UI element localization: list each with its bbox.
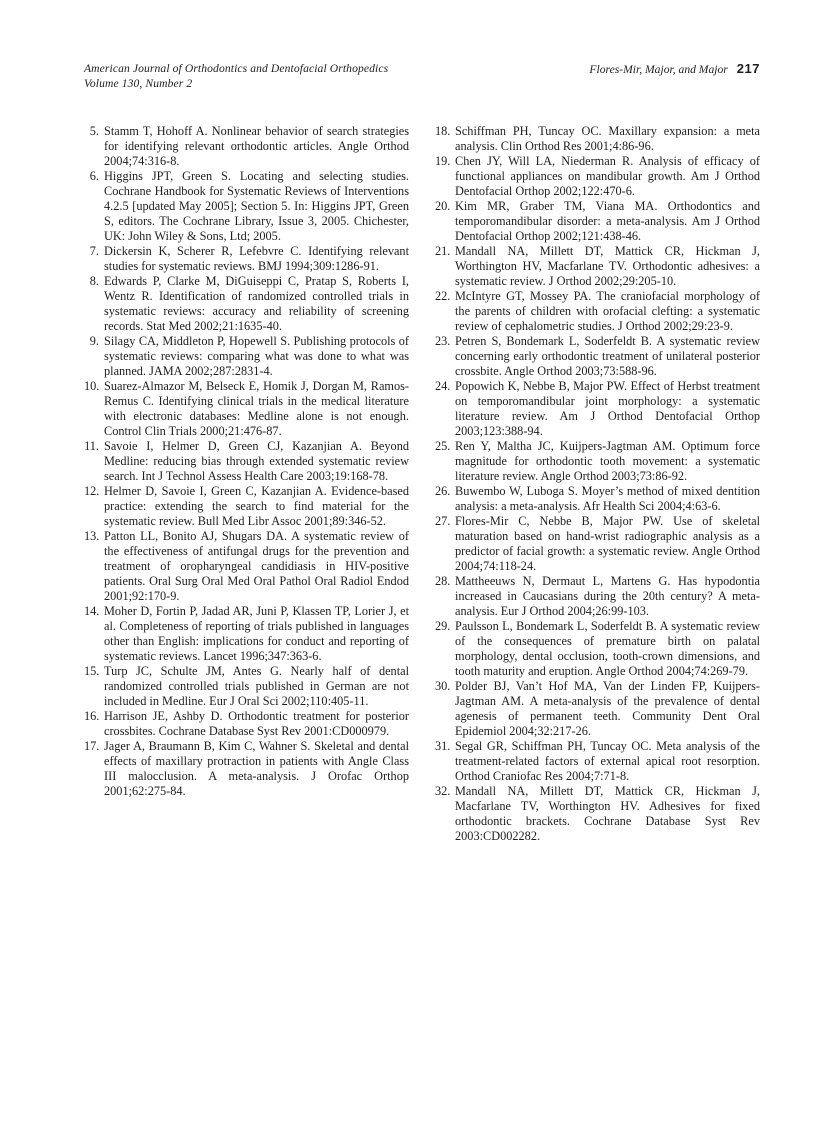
reference-item [84,709,409,739]
reference-number: 21. [435,244,451,258]
references-right-column [435,124,760,844]
reference-item [435,574,760,619]
reference-number: 16. [84,709,100,723]
reference-item [84,334,409,379]
reference-text: Popowich K, Nebbe B, Major PW. Effect of Herbst treatment on temporomandibular joint morphology: a systematic literature review. Am J Orthod Dentofacial Orthop 2003;123:388-94. [455,379,760,438]
reference-number: 20. [435,199,451,213]
reference-number: 23. [435,334,451,348]
reference-number: 32. [435,784,451,798]
reference-item [435,739,760,784]
reference-number: 31. [435,739,451,753]
reference-text: Mandall NA, Millett DT, Mattick CR, Hickman J, Macfarlane TV, Worthington HV. Adhesives for fixed orthodontic brackets. Cochrane Database Syst Rev 2003:CD002282. [455,784,760,843]
reference-number: 29. [435,619,451,633]
running-head [589,62,760,78]
reference-item [435,334,760,379]
references-left-column [84,124,409,844]
reference-number: 30. [435,679,451,693]
reference-number: 24. [435,379,451,393]
page-header [84,62,760,92]
reference-number: 6. [89,169,99,183]
reference-item [435,484,760,514]
reference-item [435,289,760,334]
references-section [84,124,760,844]
reference-number: 13. [84,529,100,543]
reference-text: Petren S, Bondemark L, Soderfeldt B. A systematic review concerning early orthodontic treatment of unilateral posterior crossbite. Angle Orthod 2003;73:588-96. [455,334,760,378]
volume-info: Volume 130, Number 2 [84,76,193,90]
reference-item [435,619,760,679]
page-number: 217 [736,61,760,76]
reference-text: Segal GR, Schiffman PH, Tuncay OC. Meta analysis of the treatment-related factors of external apical root resorption. Orthod Craniofac Res 2004;7:71-8. [455,739,760,783]
reference-number: 17. [84,739,100,753]
reference-number: 22. [435,289,451,303]
reference-text: Schiffman PH, Tuncay OC. Maxillary expansion: a meta analysis. Clin Orthod Res 2001;4:86-96. [455,124,760,153]
reference-number: 12. [84,484,100,498]
reference-item [84,739,409,799]
reference-item [84,379,409,439]
reference-number: 26. [435,484,451,498]
reference-text: Harrison JE, Ashby D. Orthodontic treatment for posterior crossbites. Cochrane Database Syst Rev 2001:CD000979. [104,709,409,738]
reference-text: Mattheeuws N, Dermaut L, Martens G. Has hypodontia increased in Caucasians during the 20th century? A meta-analysis. Eur J Orthod 2004;26:99-103. [455,574,760,618]
reference-text: Turp JC, Schulte JM, Antes G. Nearly half of dental randomized controlled trials published in German are not included in Medline. Eur J Oral Sci 2002;110:405-11. [104,664,409,708]
reference-item [84,529,409,604]
reference-text: Silagy CA, Middleton P, Hopewell S. Publishing protocols of systematic reviews: comparing what was done to what was planned. JAMA 2002;287:2831-4. [104,334,409,378]
journal-info-block [84,62,388,92]
reference-number: 28. [435,574,451,588]
reference-text: Buwembo W, Luboga S. Moyer’s method of mixed dentition analysis: a meta-analysis. Afr Health Sci 2004;4:63-6. [455,484,760,513]
reference-text: Polder BJ, Van’t Hof MA, Van der Linden FP, Kuijpers-Jagtman AM. A meta-analysis of the prevalence of dental agenesis of permanent teeth. Community Dent Oral Epidemiol 2004;32:217-26. [455,679,760,738]
reference-number: 8. [89,274,99,288]
reference-number: 10. [84,379,100,393]
reference-number: 11. [84,439,99,453]
reference-item [84,664,409,709]
reference-number: 15. [84,664,100,678]
reference-text: Dickersin K, Scherer R, Lefebvre C. Identifying relevant studies for systematic reviews. BMJ 1994;309:1286-91. [104,244,409,273]
reference-number: 25. [435,439,451,453]
reference-number: 14. [84,604,100,618]
reference-item [84,274,409,334]
reference-text: Chen JY, Will LA, Niederman R. Analysis of efficacy of functional appliances on mandibular growth. Am J Orthod Dentofacial Orthop 2002;122:470-6. [455,154,760,198]
reference-text: Kim MR, Graber TM, Viana MA. Orthodontics and temporomandibular disorder: a meta-analysis. Am J Orthod Dentofacial Orthop 2002;121:438-46. [455,199,760,243]
reference-number: 5. [89,124,99,138]
reference-item [435,154,760,199]
reference-text: Moher D, Fortin P, Jadad AR, Juni P, Klassen TP, Lorier J, et al. Completeness of reporting of trials published in languages other than English: implications for conduct and reporting of systematic reviews. Lancet 1996;347:363-6. [104,604,409,663]
reference-item [435,124,760,154]
reference-item [84,484,409,529]
reference-text: Higgins JPT, Green S. Locating and selecting studies. Cochrane Handbook for Systematic Reviews of Interventions 4.2.5 [updated May 2005]; Section 5. In: Higgins JPT, Green S, editors. The Cochrane Library, Issue 3, 2005. Chichester, UK: John Wiley & Sons, Ltd; 2005. [104,169,409,243]
reference-text: Patton LL, Bonito AJ, Shugars DA. A systematic review of the effectiveness of antifungal drugs for the prevention and treatment of oropharyngeal candidiasis in HIV-positive patients. Oral Surg Oral Med Oral Pathol Oral Radiol Endod 2001;92:170-9. [104,529,409,603]
reference-text: Paulsson L, Bondemark L, Soderfeldt B. A systematic review of the consequences of premature birth on palatal morphology, dental occlusion, tooth-crown dimensions, and tooth maturity and eruption. Angle Orthod 2004;74:269-79. [455,619,760,678]
reference-item [435,199,760,244]
reference-number: 18. [435,124,451,138]
reference-number: 9. [89,334,99,348]
reference-item [435,244,760,289]
reference-item [435,784,760,844]
reference-text: Savoie I, Helmer D, Green CJ, Kazanjian A. Beyond Medline: reducing bias through extended systematic review search. Int J Technol Assess Health Care 2003;19:168-78. [104,439,409,483]
reference-text: Jager A, Braumann B, Kim C, Wahner S. Skeletal and dental effects of maxillary protraction in patients with Angle Class III malocclusion. A meta-analysis. J Orofac Orthop 2001;62:275-84. [104,739,409,798]
reference-item [84,124,409,169]
journal-title: American Journal of Orthodontics and Dentofacial Orthopedics [84,62,389,75]
reference-item [435,379,760,439]
reference-item [84,169,409,244]
reference-item [435,514,760,574]
reference-item [84,439,409,484]
reference-item [435,679,760,739]
reference-number: 7. [89,244,99,258]
reference-number: 27. [435,514,451,528]
reference-text: McIntyre GT, Mossey PA. The craniofacial morphology of the parents of children with orofacial clefting: a systematic review of cephalometric studies. J Orthod 2002;29:23-9. [455,289,760,333]
reference-number: 19. [435,154,451,168]
reference-item [84,244,409,274]
reference-text: Helmer D, Savoie I, Green C, Kazanjian A. Evidence-based practice: extending the search to find material for the systematic review. Bull Med Libr Assoc 2001;89:346-52. [104,484,409,528]
reference-text: Suarez-Almazor M, Belseck E, Homik J, Dorgan M, Ramos-Remus C. Identifying clinical trials in the medical literature with electronic databases: Medline alone is not enough. Control Clin Trials 2000;21:476-87. [104,379,409,438]
reference-item [435,439,760,484]
reference-text: Ren Y, Maltha JC, Kuijpers-Jagtman AM. Optimum force magnitude for orthodontic tooth movement: a systematic literature review. Angle Orthod 2003;73:86-92. [455,439,760,483]
reference-text: Edwards P, Clarke M, DiGuiseppi C, Pratap S, Roberts I, Wentz R. Identification of randomized controlled trials in systematic reviews: accuracy and reliability of screening records. Stat Med 2002;21:1635-40. [104,274,409,333]
reference-item [84,604,409,664]
reference-text: Mandall NA, Millett DT, Mattick CR, Hickman J, Worthington HV, Macfarlane TV. Orthodontic adhesives: a systematic review. J Orthod 2002;29:205-10. [455,244,760,288]
running-authors: Flores-Mir, Major, and Major [589,63,728,76]
reference-text: Stamm T, Hohoff A. Nonlinear behavior of search strategies for identifying relevant orthodontic articles. Angle Orthod 2004;74:316-8. [104,124,409,168]
reference-text: Flores-Mir C, Nebbe B, Major PW. Use of skeletal maturation based on hand-wrist radiographic analysis as a predictor of facial growth: a systematic review. Angle Orthod 2004;74:118-24. [455,514,760,573]
